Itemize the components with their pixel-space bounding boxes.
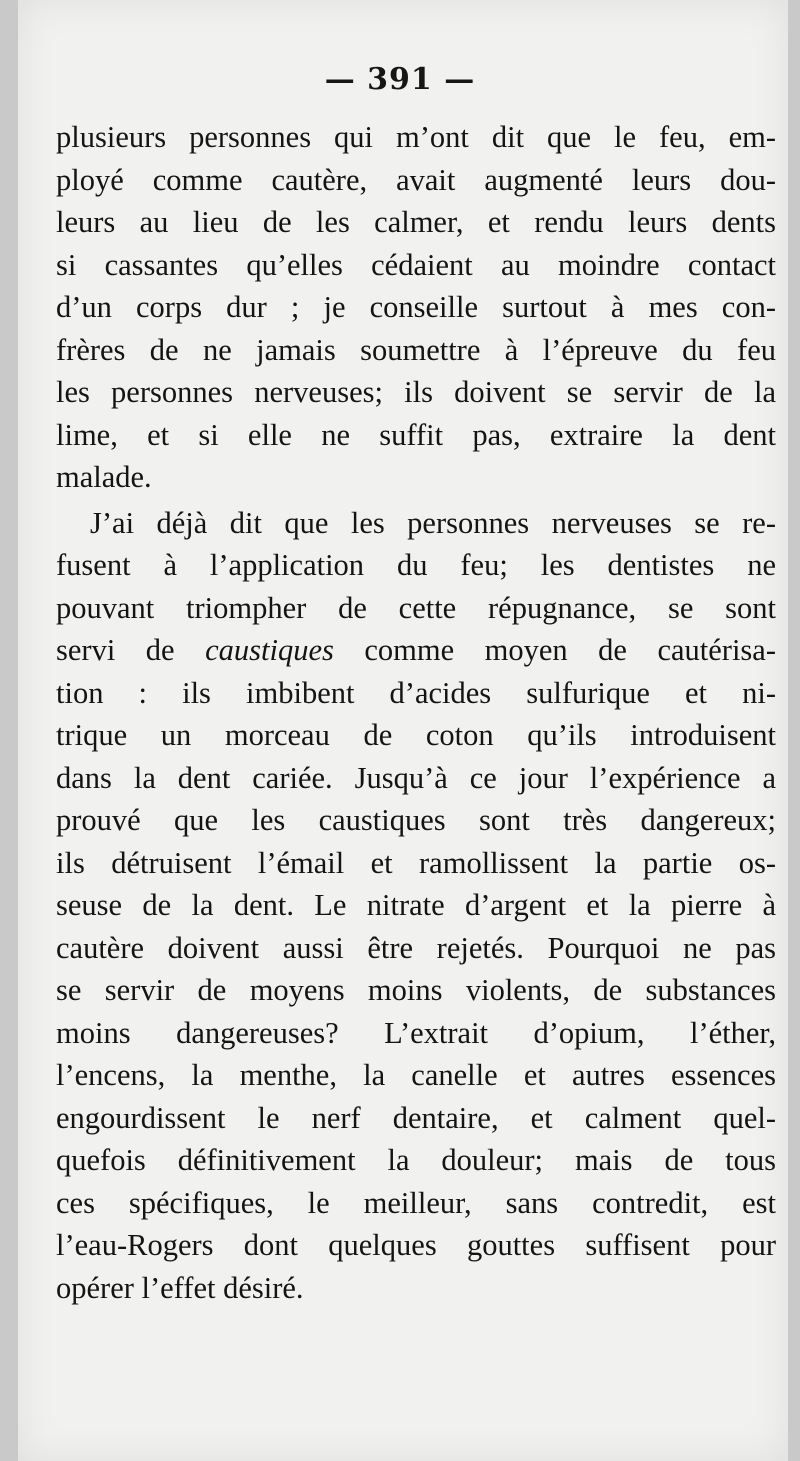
text-line: si cassantes qu’elles cédaient au moindre contact xyxy=(56,247,776,282)
text-line: les personnes nerveuses; ils doivent se servir de la xyxy=(56,375,776,409)
text-line: cautère doivent aussi être rejetés. Pourquoi ne pas xyxy=(56,930,776,965)
text-line: l’eau-Rogers dont quelques gouttes suffisent pour xyxy=(56,1228,776,1262)
text-line: pouvant triompher de cette répugnance, se sont xyxy=(56,590,776,625)
text-line: d’un corps dur ; je conseille surtout à mes con- xyxy=(56,290,776,324)
text-line: fusent à l’application du feu; les dentistes ne xyxy=(56,548,776,582)
page-body xyxy=(56,116,776,1309)
text-line: J’ai déjà dit que les personnes nerveuses se re- xyxy=(90,505,776,540)
text-line: engourdissent le nerf dentaire, et calment quel- xyxy=(56,1100,776,1135)
text-line-with-emphasis xyxy=(56,629,776,672)
text-line: lime, et si elle ne suffit pas, extraire la dent xyxy=(56,417,776,452)
text-line: l’encens, la menthe, la canelle et autres essences xyxy=(56,1058,776,1092)
text-fragment: servi de xyxy=(56,633,206,667)
text-line: tion : ils imbibent d’acides sulfurique et ni- xyxy=(56,675,776,710)
text-line: frères de ne jamais soumettre à l’épreuve du feu xyxy=(56,332,776,367)
text-line: dans la dent cariée. Jusqu’à ce jour l’expérience a xyxy=(56,760,776,795)
text-line: ils détruisent l’émail et ramollissent la partie os- xyxy=(56,845,776,880)
text-line: opérer l’effet désiré. xyxy=(56,1270,304,1305)
text-fragment: comme moyen de cautérisa- xyxy=(333,633,776,667)
text-line: ployé comme cautère, avait augmenté leurs dou- xyxy=(56,162,776,197)
text-line: plusieurs personnes qui m’ont dit que le feu, em- xyxy=(56,120,776,154)
text-line: malade. xyxy=(56,460,152,494)
italic-term: caustiques xyxy=(205,633,334,667)
text-line: quefois définitivement la douleur; mais de tous xyxy=(56,1143,776,1177)
text-line: seuse de la dent. Le nitrate d’argent et la pierre à xyxy=(56,888,776,922)
text-line: leurs au lieu de les calmer, et rendu leurs dents xyxy=(56,205,776,239)
text-line: moins dangereuses? L’extrait d’opium, l’éther, xyxy=(56,1015,776,1050)
text-line: trique un morceau de coton qu’ils introduisent xyxy=(56,718,776,752)
text-line: se servir de moyens moins violents, de substances xyxy=(56,973,776,1007)
page-number: — 391 — xyxy=(324,62,476,97)
text-line: ces spécifiques, le meilleur, sans contredit, est xyxy=(56,1185,776,1220)
text-line: prouvé que les caustiques sont très dangereux; xyxy=(56,803,776,837)
